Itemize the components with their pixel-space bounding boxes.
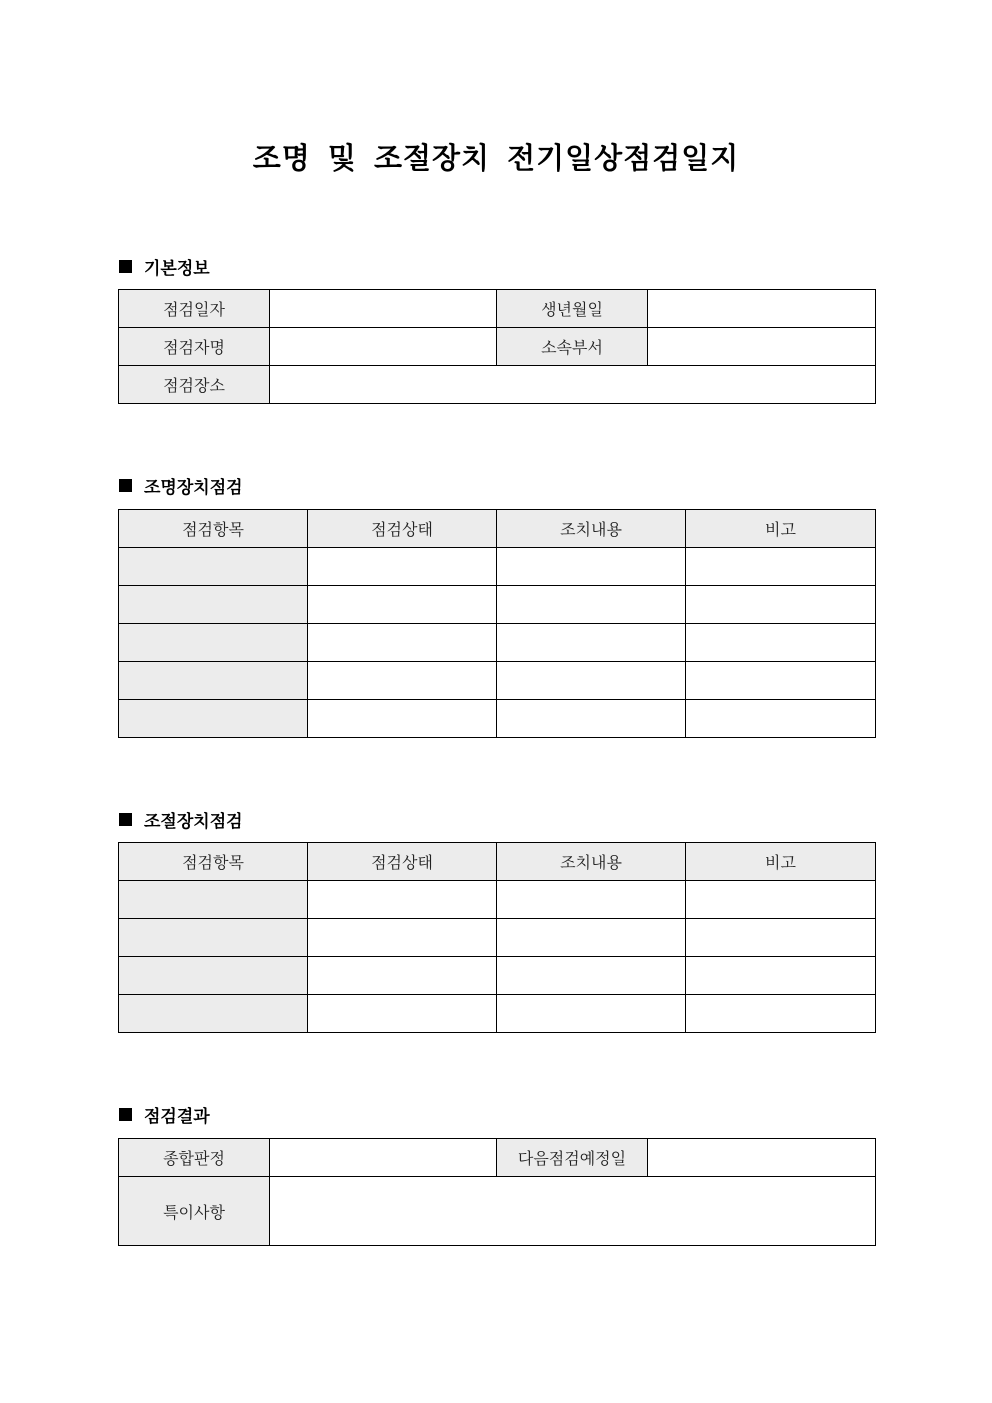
inspection-date-label: 점검일자 (119, 290, 270, 328)
lighting-check-table (118, 509, 876, 738)
note-cell[interactable] (686, 919, 876, 957)
column-header-status: 점검상태 (308, 843, 497, 881)
note-cell[interactable] (686, 881, 876, 919)
action-cell[interactable] (497, 624, 686, 662)
action-cell[interactable] (497, 919, 686, 957)
control-check-table (118, 842, 876, 1033)
column-header-note: 비고 (686, 510, 876, 548)
department-label: 소속부서 (497, 328, 648, 366)
table-row (119, 366, 876, 404)
status-cell[interactable] (308, 995, 497, 1033)
item-cell[interactable] (119, 548, 308, 586)
remarks-field[interactable] (270, 1177, 876, 1246)
section-heading-text: 점검결과 (144, 1107, 210, 1127)
action-cell[interactable] (497, 881, 686, 919)
item-cell[interactable] (119, 624, 308, 662)
square-bullet-icon (119, 1108, 132, 1121)
table-row (119, 1177, 876, 1246)
item-cell[interactable] (119, 700, 308, 738)
department-field[interactable] (648, 328, 876, 366)
column-header-status: 점검상태 (308, 510, 497, 548)
section-heading-control (119, 807, 243, 832)
section-heading-lighting (119, 473, 243, 498)
action-cell[interactable] (497, 586, 686, 624)
table-row (119, 290, 876, 328)
table-row (119, 586, 876, 624)
action-cell[interactable] (497, 700, 686, 738)
note-cell[interactable] (686, 624, 876, 662)
action-cell[interactable] (497, 995, 686, 1033)
table-row (119, 1139, 876, 1177)
item-cell[interactable] (119, 586, 308, 624)
status-cell[interactable] (308, 700, 497, 738)
table-row (119, 700, 876, 738)
table-row (119, 624, 876, 662)
next-inspection-date-field[interactable] (648, 1139, 876, 1177)
note-cell[interactable] (686, 586, 876, 624)
table-header-row (119, 510, 876, 548)
status-cell[interactable] (308, 957, 497, 995)
table-row (119, 881, 876, 919)
table-header-row (119, 843, 876, 881)
column-header-item: 점검항목 (119, 843, 308, 881)
status-cell[interactable] (308, 548, 497, 586)
birth-date-label: 생년월일 (497, 290, 648, 328)
section-heading-text: 조절장치점검 (144, 812, 243, 832)
table-row (119, 919, 876, 957)
section-heading-text: 기본정보 (144, 259, 210, 279)
basic-info-table (118, 289, 876, 404)
column-header-action: 조치내용 (497, 510, 686, 548)
overall-judgment-field[interactable] (270, 1139, 497, 1177)
overall-judgment-label: 종합판정 (119, 1139, 270, 1177)
inspection-date-field[interactable] (270, 290, 497, 328)
inspector-name-label: 점검자명 (119, 328, 270, 366)
note-cell[interactable] (686, 995, 876, 1033)
square-bullet-icon (119, 260, 132, 273)
section-heading-basic (119, 254, 210, 279)
column-header-note: 비고 (686, 843, 876, 881)
note-cell[interactable] (686, 662, 876, 700)
result-table (118, 1138, 876, 1246)
square-bullet-icon (119, 813, 132, 826)
column-header-item: 점검항목 (119, 510, 308, 548)
table-row (119, 995, 876, 1033)
note-cell[interactable] (686, 548, 876, 586)
action-cell[interactable] (497, 548, 686, 586)
location-label: 점검장소 (119, 366, 270, 404)
status-cell[interactable] (308, 586, 497, 624)
action-cell[interactable] (497, 662, 686, 700)
status-cell[interactable] (308, 662, 497, 700)
section-heading-result (119, 1102, 210, 1127)
item-cell[interactable] (119, 919, 308, 957)
section-heading-text: 조명장치점검 (144, 478, 243, 498)
remarks-label: 특이사항 (119, 1177, 270, 1246)
table-row (119, 957, 876, 995)
column-header-action: 조치내용 (497, 843, 686, 881)
table-row (119, 662, 876, 700)
action-cell[interactable] (497, 957, 686, 995)
location-field[interactable] (270, 366, 876, 404)
status-cell[interactable] (308, 919, 497, 957)
item-cell[interactable] (119, 881, 308, 919)
item-cell[interactable] (119, 957, 308, 995)
square-bullet-icon (119, 479, 132, 492)
table-row (119, 548, 876, 586)
next-inspection-date-label: 다음점검예정일 (497, 1139, 648, 1177)
item-cell[interactable] (119, 995, 308, 1033)
item-cell[interactable] (119, 662, 308, 700)
inspector-name-field[interactable] (270, 328, 497, 366)
note-cell[interactable] (686, 957, 876, 995)
status-cell[interactable] (308, 624, 497, 662)
page-title: 조명 및 조절장치 전기일상점검일지 (252, 141, 740, 175)
status-cell[interactable] (308, 881, 497, 919)
note-cell[interactable] (686, 700, 876, 738)
birth-date-field[interactable] (648, 290, 876, 328)
table-row (119, 328, 876, 366)
